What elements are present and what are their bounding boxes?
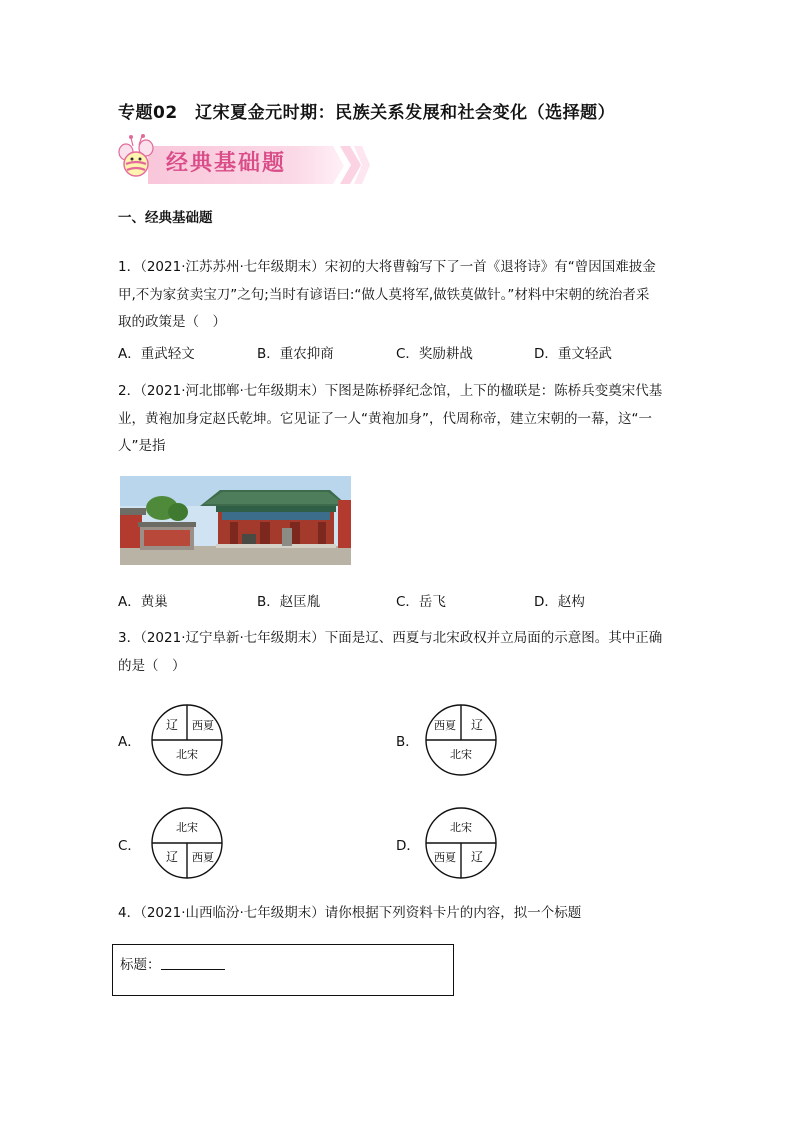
q3-option-c-diagram[interactable] <box>150 806 224 880</box>
question-1 <box>118 254 678 337</box>
question-1-line-2: 甲,不为家贫卖宝刀”之句;当时有谚语曰:“做人莫将军,做铁莫做针。”材料中宋朝的统治者采 <box>118 286 650 303</box>
q3-b-bottom: 北宋 <box>450 748 472 761</box>
q3-option-a-label[interactable]: A． <box>118 734 141 750</box>
q3-option-c-label[interactable]: C． <box>118 838 141 854</box>
q1-option-a[interactable]: A．重武轻文 <box>118 346 195 362</box>
material-card <box>112 944 454 996</box>
section-banner <box>118 134 370 186</box>
q3-a-top-right: 西夏 <box>192 719 214 732</box>
q3-c-bottom-right: 西夏 <box>192 851 214 864</box>
q3-b-top-right: 辽 <box>470 718 484 732</box>
question-1-line-1: 1．（2021·江苏苏州·七年级期末）宋初的大将曹翰写下了一首《退将诗》有“曾因国难披金 <box>118 259 656 275</box>
question-2-line-1: 2．（2021·河北邯郸·七年级期末）下图是陈桥驿纪念馆，上下的楹联是：陈桥兵变奠宋代基 <box>118 383 663 399</box>
section-heading: 一、经典基础题 <box>118 210 213 226</box>
memorial-hall-photo <box>120 476 351 565</box>
banner-title: 经典基础题 <box>166 151 287 176</box>
page-title: 专题02 辽宋夏金元时期：民族关系发展和社会变化（选择题） <box>118 103 616 123</box>
q3-a-top-left: 辽 <box>165 718 179 732</box>
card-title-blank[interactable] <box>161 969 225 970</box>
card-title-label: 标题： <box>120 957 161 973</box>
q3-a-bottom: 北宋 <box>176 748 198 761</box>
q2-option-a[interactable]: A．黄巢 <box>118 594 168 610</box>
q3-option-b-label[interactable]: B． <box>396 734 419 750</box>
q3-d-bottom-right: 辽 <box>470 850 484 864</box>
question-1-line-3: 取的政策是（ ） <box>118 314 226 330</box>
q3-c-top: 北宋 <box>176 821 198 834</box>
question-2 <box>118 378 678 461</box>
question-2-line-2: 业，黄袍加身定赵氏乾坤。它见证了一人“黄袍加身”，代周称帝，建立宋朝的一幕，这“一 <box>118 410 652 427</box>
bee-icon <box>119 134 153 176</box>
q2-option-d[interactable]: D．赵构 <box>534 594 585 610</box>
question-3-line-2: 的是（ ） <box>118 657 186 674</box>
q3-d-top: 北宋 <box>450 821 472 834</box>
q3-d-bottom-left: 西夏 <box>434 851 456 864</box>
q3-option-d-diagram[interactable] <box>424 806 498 880</box>
q1-option-c[interactable]: C．奖励耕战 <box>396 346 473 362</box>
q2-option-b[interactable]: B．赵匡胤 <box>257 594 321 610</box>
question-3 <box>118 625 678 680</box>
question-3-line-1: 3．（2021·辽宁阜新·七年级期末）下面是辽、西夏与北宋政权并立局面的示意图。其中正确 <box>118 630 663 646</box>
q3-c-bottom-left: 辽 <box>165 850 179 864</box>
q3-option-d-label[interactable]: D． <box>396 838 420 854</box>
q1-option-b[interactable]: B．重农抑商 <box>257 346 334 362</box>
q1-option-d[interactable]: D．重文轻武 <box>534 346 612 362</box>
q3-option-a-diagram[interactable] <box>150 703 224 777</box>
question-4 <box>118 900 678 928</box>
q2-option-c[interactable]: C．岳飞 <box>396 594 446 610</box>
q3-b-top-left: 西夏 <box>434 719 456 732</box>
question-2-line-3: 人”是指 <box>118 438 166 454</box>
question-4-line-1: 4．（2021·山西临汾·七年级期末）请你根据下列资料卡片的内容，拟一个标题 <box>118 905 582 921</box>
q3-option-b-diagram[interactable] <box>424 703 498 777</box>
